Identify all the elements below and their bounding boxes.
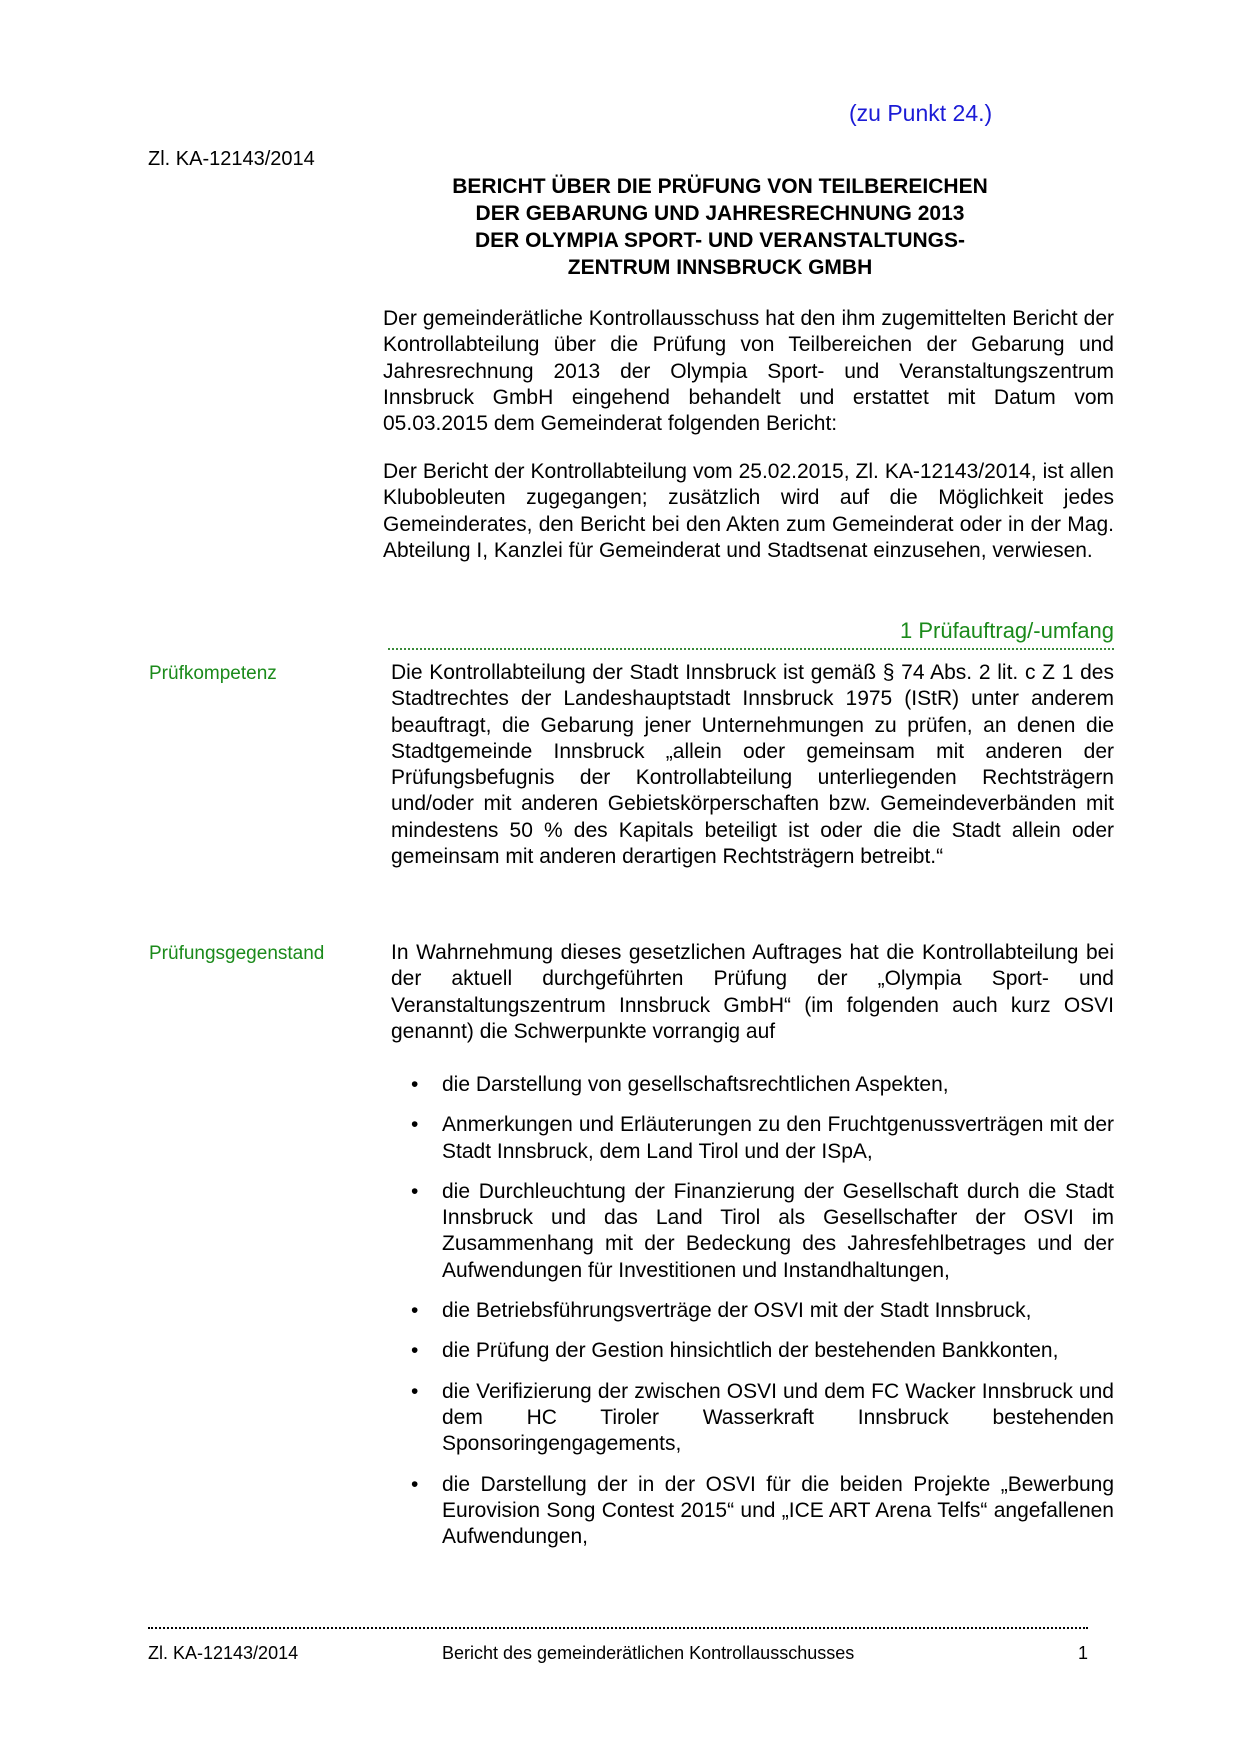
list-item: • die Darstellung der in der OSVI für die beiden Projekte „Bewerbung Eurovision Song Contest 2015“ und „ICE ART Arena Telfs“ angefallenen Aufwendungen,: [391, 1472, 1114, 1551]
agenda-reference: (zu Punkt 24.): [849, 100, 993, 126]
page-number: 1: [1078, 1643, 1089, 1663]
margin-label-pruefungsgegenstand: Prüfungsgegenstand: [149, 943, 325, 964]
footer-title: Bericht des gemeinderätlichen Kontrollausschusses: [442, 1643, 855, 1663]
paragraph-pruefungsgegenstand: In Wahrnehmung dieses gesetzlichen Auftrages hat die Kontrollabteilung bei der aktuell durchgeführten Prüfung der „Olympia Sport- und Veranstaltungszentrum Innsbruck GmbH“ (im folgenden auch kurz OSVI genannt) die Schwerpunkte vorrangig auf: [391, 941, 1114, 1043]
footer-file-number: Zl. KA-12143/2014: [148, 1643, 299, 1663]
list-item: • die Verifizierung der zwischen OSVI und dem FC Wacker Innsbruck und dem HC Tiroler Wasserkraft Innsbruck bestehenden Sponsoringengagements,: [391, 1379, 1114, 1458]
intro-paragraph-1: Der gemeinderätliche Kontrollausschuss hat den ihm zugemittelten Bericht der Kontrollabteilung über die Prüfung von Teilbereichen der Gebarung und Jahresrechnung 2013 der Olympia Sport- und Veranstaltungszentrum Innsbruck GmbH eingehend behandelt und erstattet mit Datum vom 05.03.2015 dem Gemeinderat folgenden Bericht:: [383, 307, 1114, 436]
file-number: Zl. KA-12143/2014: [148, 148, 315, 170]
list-item: • die Prüfung der Gestion hinsichtlich der bestehenden Bankkonten,: [391, 1338, 1114, 1364]
title-line: ZENTRUM INNSBRUCK GMBH: [567, 256, 873, 279]
list-item: • Anmerkungen und Erläuterungen zu den Fruchtgenussverträgen mit der Stadt Innsbruck, dem Land Tirol und der ISpA,: [391, 1112, 1114, 1165]
title-line: DER GEBARUNG UND JAHRESRECHNUNG 2013: [475, 202, 965, 225]
footer-divider: [148, 1627, 1088, 1629]
section-divider: [388, 648, 1114, 650]
list-item: • die Betriebsführungsverträge der OSVI mit der Stadt Innsbruck,: [391, 1298, 1114, 1324]
section-heading: 1 Prüfauftrag/-umfang: [899, 618, 1114, 643]
margin-label-pruefkompetenz: Prüfkompetenz: [149, 663, 277, 684]
list-item: • die Durchleuchtung der Finanzierung der Gesellschaft durch die Stadt Innsbruck und das Land Tirol als Gesellschafter der OSVI im Zusammenhang mit der Bedeckung des Jahresfehlbetrages und der Aufwendungen für Investitionen und Instandhaltungen,: [391, 1179, 1114, 1284]
intro-paragraph-2: Der Bericht der Kontrollabteilung vom 25.02.2015, Zl. KA-12143/2014, ist allen Klubobleuten zugegangen; zusätzlich wird auf die Möglichkeit jedes Gemeinderates, den Bericht bei den Akten zum Gemeinderat oder in der Mag. Abteilung I, Kanzlei für Gemeinderat und Stadtsenat einzusehen, verwiesen.: [383, 460, 1114, 562]
report-title: [380, 173, 1060, 281]
title-line: DER OLYMPIA SPORT- UND VERANSTALTUNGS-: [474, 229, 966, 252]
list-item: • die Darstellung von gesellschaftsrechtlichen Aspekten,: [391, 1072, 1114, 1098]
focus-bullet-list: [391, 1072, 1114, 1564]
title-line: BERICHT ÜBER DIE PRÜFUNG VON TEILBEREICHEN: [452, 175, 988, 198]
paragraph-pruefkompetenz: Die Kontrollabteilung der Stadt Innsbruck ist gemäß § 74 Abs. 2 lit. c Z 1 des Stadtrechtes der Landeshauptstadt Innsbruck 1975 (IStR) unter anderem beauftragt, die Gebarung jener Unternehmungen zu prüfen, an denen die Stadtgemeinde Innsbruck „allein oder gemeinsam mit anderen der Prüfungsbefugnis der Kontrollabteilung unterliegenden Rechtsträgern und/oder mit anderen Gebietskörperschaften bzw. Gemeindeverbänden mit mindestens 50 % des Kapitals beteiligt ist oder die die Stadt allein oder gemeinsam mit anderen derartigen Rechtsträgern betreibt.“: [391, 661, 1114, 869]
